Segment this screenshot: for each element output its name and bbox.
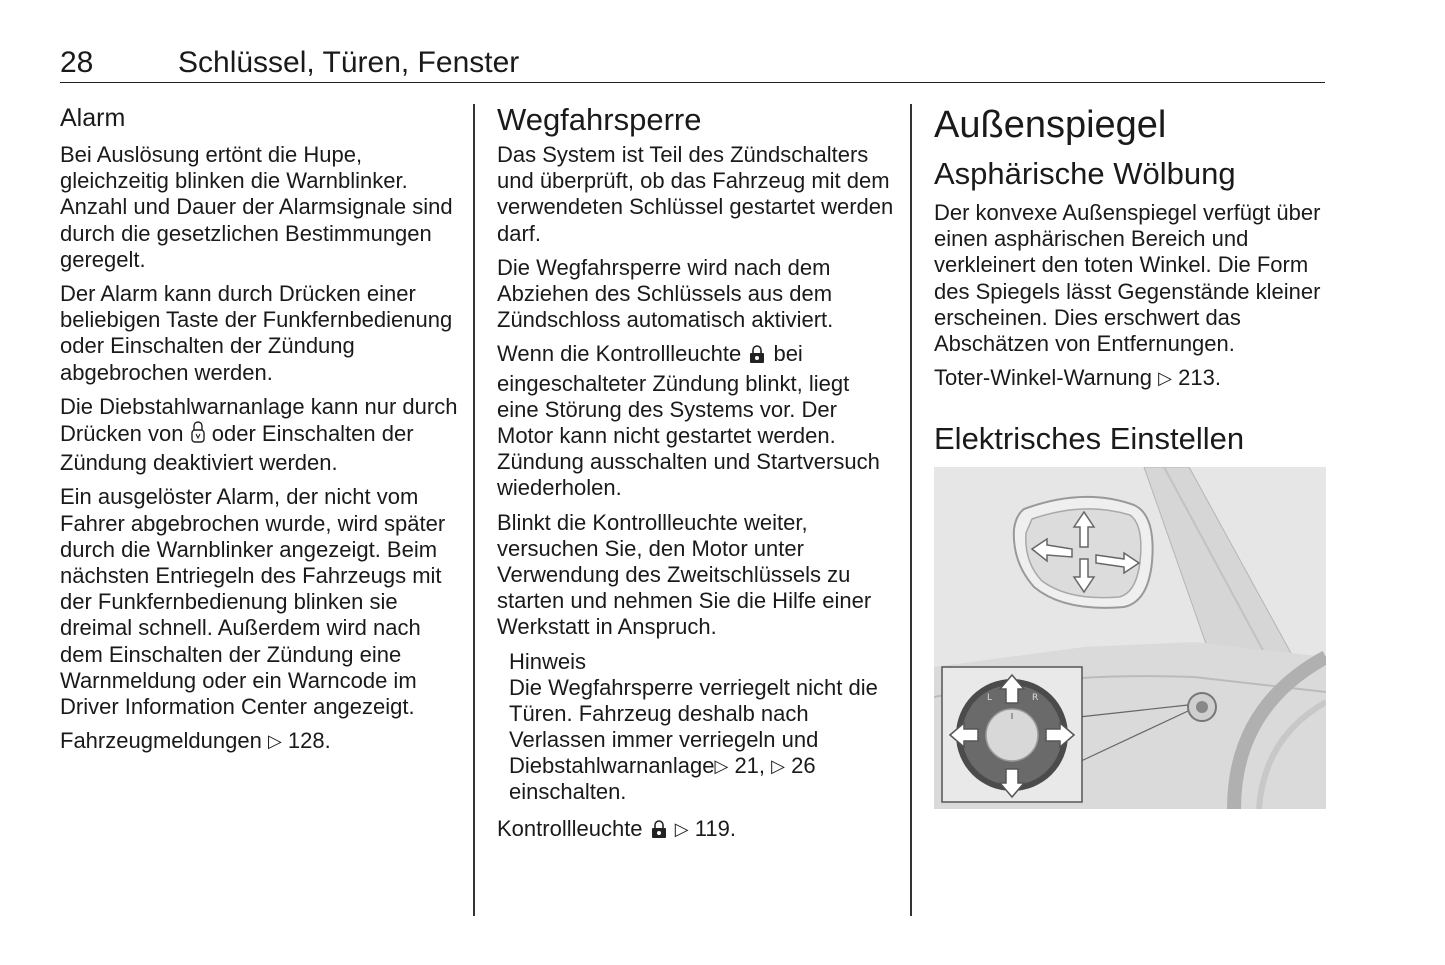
note-end: einschalten.	[509, 779, 627, 805]
reference-triangle-icon: ▷	[771, 756, 785, 777]
paragraph: Ein ausgelöster Alarm, der nicht vom Fahrer abgebrochen wurde, wird später durch die Warnblinker angezeigt. Beim nächsten Entriegeln des Fahrzeugs mit der Funkfernbedienung blinken sie dreimal schnell. Außerdem wird nach dem Einschalten der Zündung eine Warnmeldung oder ein Warncode im Driver Information Center angezeigt.	[60, 484, 446, 720]
chapter-title: Schlüssel, Türen, Fenster	[178, 46, 520, 79]
cross-reference[interactable]	[60, 728, 458, 754]
column-aussenspiegel	[934, 100, 1326, 809]
note-box	[509, 649, 895, 806]
column-alarm	[60, 100, 458, 762]
paragraph-text: bei eingeschalteter Zündung blinkt, liegt eine Störung des Systems vor. Der Motor kann nicht gestartet werden. Zündung ausschalten und Startversuch wiederholen.	[497, 341, 880, 501]
key-fob-lock-icon	[190, 420, 206, 450]
cross-reference[interactable]	[497, 816, 895, 845]
paragraph-text: Wenn die Kontrollleuchte	[497, 341, 742, 367]
section-heading-wegfahrsperre: Wegfahrsperre	[497, 102, 702, 137]
reference-triangle-icon: ▷	[267, 731, 282, 752]
reference-label: Fahrzeugmeldungen	[60, 728, 262, 754]
reference-page[interactable]: 26	[791, 753, 816, 779]
mirror-adjustment-illustration	[934, 467, 1326, 809]
column-wegfahrsperre	[497, 100, 895, 853]
reference-triangle-icon: ▷	[714, 756, 729, 777]
immobilizer-lock-icon	[649, 819, 669, 845]
paragraph: Blinkt die Kontrollleuchte weiter, versuchen Sie, den Motor unter Verwendung des Zweitschlüssels zu starten und nehmen Sie die Hilfe einer Werkstatt in Anspruch.	[497, 509, 872, 640]
page-header	[60, 44, 1325, 83]
reference-page: 128.	[287, 728, 331, 754]
reference-page: 119.	[694, 815, 736, 841]
subheading-asphaerische-woelbung: Asphärische Wölbung	[934, 156, 1236, 191]
cross-reference[interactable]	[934, 365, 1326, 391]
section-heading-aussenspiegel: Außenspiegel	[934, 104, 1167, 146]
column-divider	[910, 104, 912, 916]
note-text	[509, 675, 895, 806]
paragraph: Die Wegfahrsperre wird nach dem Abziehen des Schlüssels aus dem Zündschloss automatisch aktiviert.	[497, 254, 834, 333]
svg-text:L: L	[987, 693, 993, 704]
section-heading-alarm: Alarm	[60, 104, 126, 132]
paragraph: Das System ist Teil des Zündschalters und überprüft, ob das Fahrzeug mit dem verwendeten Schlüssel gestartet werden darf.	[497, 142, 894, 246]
paragraph-text: oder Einschalten der Zündung deaktiviert werden.	[60, 421, 414, 476]
reference-triangle-icon: ▷	[1158, 368, 1172, 389]
note-title: Hinweis	[509, 648, 587, 674]
page-number: 28	[60, 46, 94, 79]
reference-triangle-icon: ▷	[674, 818, 689, 839]
subheading-elektrisches-einstellen: Elektrisches Einstellen	[934, 421, 1245, 457]
svg-text:R: R	[1032, 693, 1039, 704]
reference-page[interactable]: 21,	[734, 753, 766, 779]
column-divider	[473, 104, 475, 916]
paragraph: Der Alarm kann durch Drücken einer beliebigen Taste der Funkfernbedienung oder Einschalten der Zündung abgebrochen werden.	[60, 281, 453, 385]
immobilizer-lock-icon	[747, 344, 767, 370]
paragraph-text: Die Diebstahlwarnanlage kann nur durch Drücken von	[60, 393, 458, 447]
paragraph: Bei Auslösung ertönt die Hupe, gleichzeitig blinken die Warnblinker. Anzahl und Dauer der Alarmsignale sind durch die gesetzlichen Bestimmungen geregelt.	[60, 142, 453, 272]
paragraph	[497, 341, 895, 501]
reference-page: 213.	[1178, 365, 1221, 391]
reference-label: Kontrollleuchte	[497, 815, 643, 841]
paragraph: Der konvexe Außenspiegel verfügt über einen asphärischen Bereich und verkleinert den toten Winkel. Die Form des Spiegels lässt Gegenstände kleiner erscheinen. Dies erschwert das Abschätzen von Entfernungen.	[934, 200, 1321, 357]
note-body: Die Wegfahrsperre verriegelt nicht die Türen. Fahrzeug deshalb nach Verlassen immer verriegeln und Diebstahlwarnanlage	[509, 674, 878, 779]
reference-label: Toter-Winkel-Warnung	[934, 365, 1153, 391]
paragraph	[60, 394, 458, 477]
